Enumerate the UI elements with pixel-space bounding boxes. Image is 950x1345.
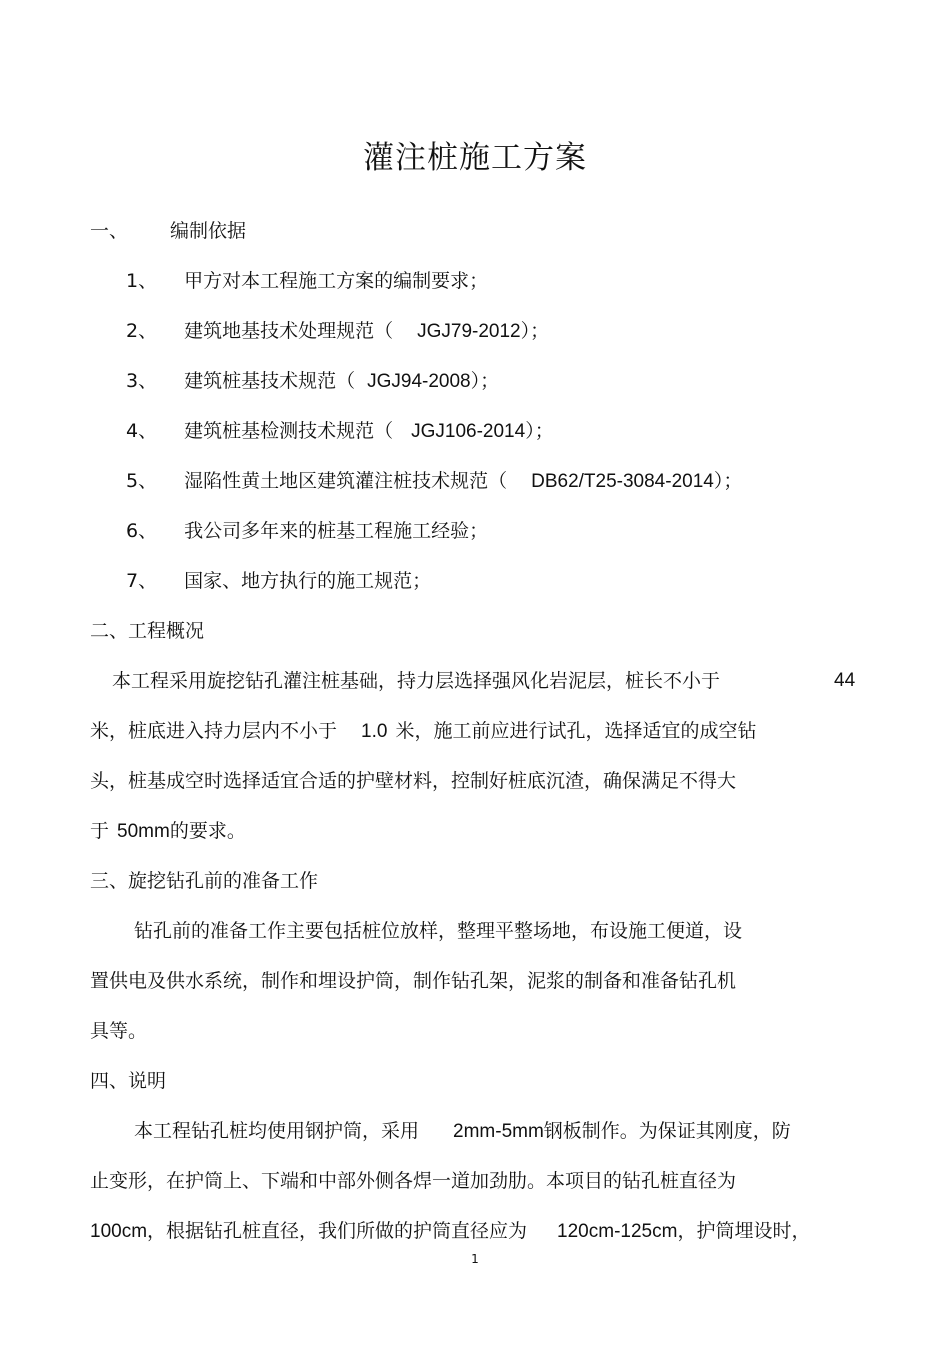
thickness-value: 2mm-5mm xyxy=(453,1121,544,1142)
list-item-6 xyxy=(126,518,488,544)
diameter-value: 100cm xyxy=(90,1221,148,1242)
paragraph-line: 具等。 xyxy=(90,1020,148,1042)
list-tail: ）； xyxy=(520,320,550,342)
list-number: 7、 xyxy=(126,570,158,592)
list-item-2 xyxy=(126,318,549,345)
list-item-4 xyxy=(126,418,554,445)
paragraph-line: 本工程采用旋挖钻孔灌注桩基础，持力层选择强风化岩泥层，桩长不小于 xyxy=(112,670,721,692)
list-item-5 xyxy=(126,468,742,495)
list-number: 6、 xyxy=(126,520,158,542)
paragraph-line: 头，桩基成空时选择适宜合适的护壁材料，控制好桩底沉渣，确保满足不得大 xyxy=(90,770,737,792)
section-1-heading xyxy=(90,218,246,244)
standard-code: JGJ94-2008 xyxy=(367,371,471,392)
page-number: 1 xyxy=(471,1252,479,1266)
casing-diameter-value: 120cm-125cm xyxy=(557,1221,678,1242)
depth-value: 1.0 xyxy=(361,721,388,742)
list-text: 建筑桩基检测技术规范（ xyxy=(184,420,394,442)
paragraph-line: 本工程钻孔桩均使用钢护筒，采用 2mm-5mm钢板制作。为保证其刚度，防 xyxy=(134,1120,791,1142)
paragraph-line: 止变形，在护筒上、下端和中部外侧各焊一道加劲肋。本项目的钻孔桩直径为 xyxy=(90,1170,737,1192)
list-item-1 xyxy=(126,268,488,294)
list-tail: ）； xyxy=(470,370,500,392)
paragraph-line: 钻孔前的准备工作主要包括桩位放样，整理平整场地，布设施工便道，设 xyxy=(134,920,743,942)
list-tail: ）； xyxy=(713,470,743,492)
list-text: 建筑桩基技术规范（ xyxy=(184,370,356,392)
paragraph-line: 于 50mm的要求。 xyxy=(90,820,246,842)
section-number: 一、 xyxy=(90,220,129,242)
list-text: 湿陷性黄土地区建筑灌注桩技术规范（ xyxy=(184,470,508,492)
paragraph-line: 100cm，根据钻孔桩直径，我们所做的护筒直径应为 120cm-125cm，护筒埋设时， xyxy=(90,1220,811,1242)
list-text: 我公司多年来的桩基工程施工经验； xyxy=(184,520,489,542)
standard-code: JGJ79-2012 xyxy=(417,321,521,342)
list-item-3 xyxy=(126,368,499,395)
list-text: 甲方对本工程施工方案的编制要求； xyxy=(184,270,489,292)
section-title: 编制依据 xyxy=(170,220,247,242)
pile-length-value: 44 xyxy=(834,670,856,691)
section-3-heading: 三、旋挖钻孔前的准备工作 xyxy=(90,870,319,892)
standard-code: DB62/T25-3084-2014 xyxy=(531,471,714,492)
section-4-heading: 四、说明 xyxy=(90,1070,167,1092)
list-number: 2、 xyxy=(126,320,158,342)
list-number: 4、 xyxy=(126,420,158,442)
standard-code: JGJ106-2014 xyxy=(411,421,526,442)
list-number: 1、 xyxy=(126,270,158,292)
list-number: 5、 xyxy=(126,470,158,492)
list-text: 国家、地方执行的施工规范； xyxy=(184,570,432,592)
section-2-heading: 二、工程概况 xyxy=(90,620,205,642)
list-text: 建筑地基技术处理规范（ xyxy=(184,320,394,342)
list-item-7 xyxy=(126,568,431,594)
list-tail: ）； xyxy=(525,420,554,442)
paragraph-line: 置供电及供水系统，制作和埋设护筒，制作钻孔架，泥浆的制备和准备钻孔机 xyxy=(90,970,737,992)
paragraph-line: 米，桩底进入持力层内不小于 1.0 米，施工前应进行试孔，选择适宜的成空钻 xyxy=(90,720,757,742)
sediment-value: 50mm xyxy=(117,821,170,842)
list-number: 3、 xyxy=(126,370,158,392)
document-title: 灌注桩施工方案 xyxy=(363,140,587,176)
